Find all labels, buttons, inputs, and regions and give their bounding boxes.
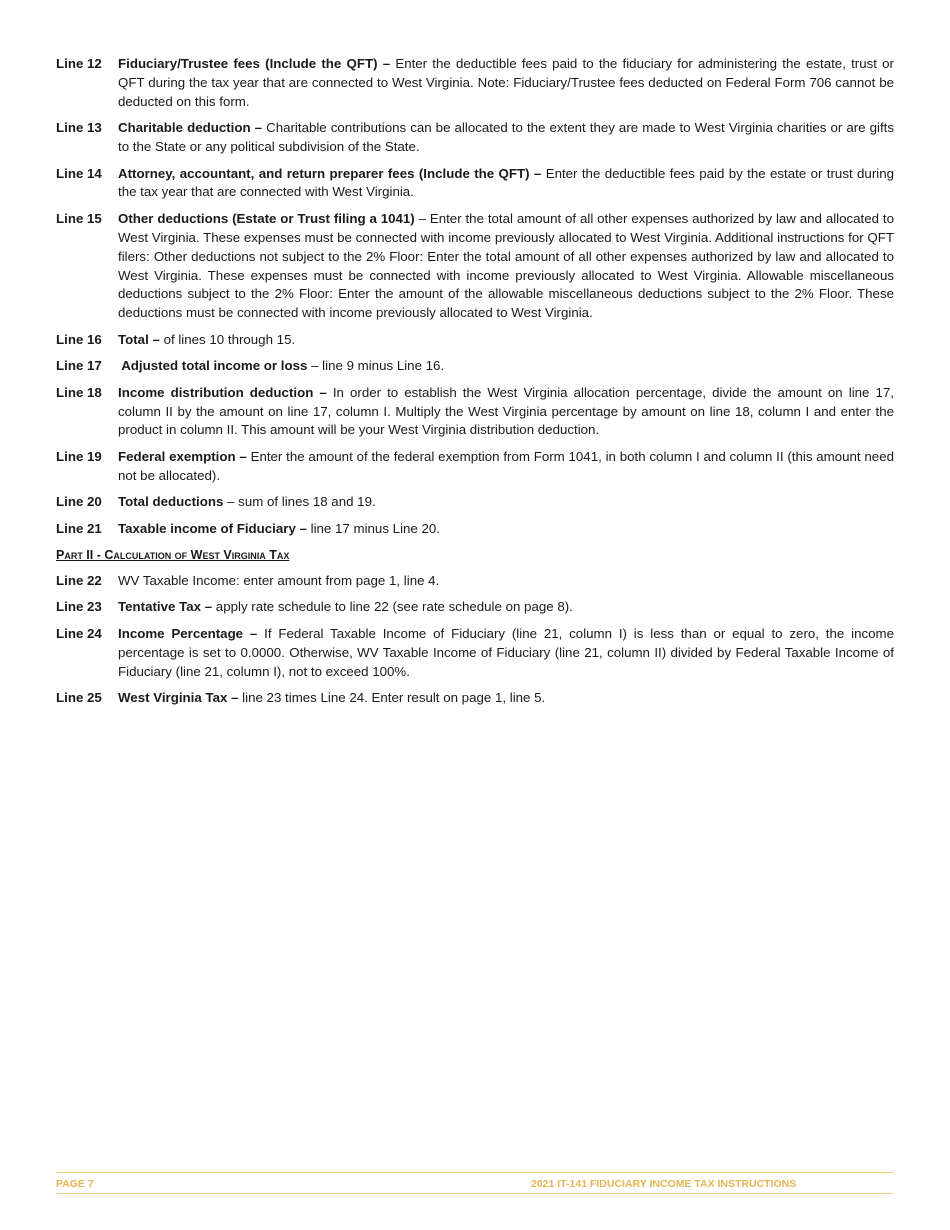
line-entry: [56, 165, 894, 203]
line-number: Line 15: [56, 210, 102, 226]
line-text: – line 9 minus Line 16.: [307, 358, 445, 374]
line-text: If Federal Taxable Income of Fiduciary (line 21, column I) is less than or equal to zero, the income percentage is set to 0.0000. Otherwise, WV Taxable Income of Fiduciary (line 21, column II) divided by Federal Taxable Income of Fiduciary (line 21, column I), not to exceed 100%.: [118, 625, 894, 679]
line-entry: [56, 689, 894, 708]
line-description: [118, 384, 894, 441]
line-text: Enter the amount of the federal exemption from Form 1041, in both column I and column II (this amount need not be allocated).: [118, 448, 894, 483]
line-number: Line 16: [56, 331, 102, 347]
line-entry: [56, 493, 894, 512]
line-text: line 23 times Line 24. Enter result on page 1, line 5.: [238, 689, 546, 705]
line-description: [118, 520, 894, 539]
line-heading: Income distribution deduction –: [118, 384, 327, 400]
line-description: [118, 493, 894, 512]
line-heading: Attorney, accountant, and return preparer fees (Include the QFT) –: [118, 165, 542, 181]
line-number: Line 14: [56, 165, 102, 181]
line-heading: Other deductions (Estate or Trust filing a 1041): [118, 210, 415, 226]
line-entry: [56, 357, 894, 376]
line-heading: Total deductions: [118, 494, 224, 510]
footer-divider-top: [56, 1172, 894, 1173]
line-text: line 17 minus Line 20.: [306, 520, 440, 536]
document-title: 2021 IT-141 FIDUCIARY INCOME TAX INSTRUCTIONS: [531, 1178, 797, 1190]
line-entry: [56, 572, 894, 591]
line-number: Line 24: [56, 625, 102, 641]
line-description: [118, 448, 894, 486]
line-description: [118, 625, 894, 682]
line-entry: [56, 119, 894, 157]
line-number: Line 22: [56, 572, 102, 588]
line-description: [118, 598, 894, 617]
line-description: [118, 572, 894, 591]
line-heading: Fiduciary/Trustee fees (Include the QFT) –: [118, 56, 391, 71]
line-description: [118, 119, 894, 157]
line-entry: [56, 384, 894, 441]
line-number: Line 12: [56, 56, 102, 71]
line-entry: [56, 331, 894, 350]
line-description: [118, 210, 894, 323]
line-entry: [56, 448, 894, 486]
line-heading: Tentative Tax –: [118, 599, 213, 615]
line-text: Enter the deductible fees paid to the fiduciary for administering the estate, trust or QFT during the tax year that are connected to West Virginia. Note: Fiduciary/Trustee fees deducted on Federal Form 706 cannot be deducted on this form.: [118, 56, 894, 109]
line-number: Line 13: [56, 120, 102, 136]
line-number: Line 21: [56, 520, 102, 536]
line-heading: Taxable income of Fiduciary –: [118, 520, 307, 536]
line-number: Line 17: [56, 358, 102, 374]
line-number: Line 18: [56, 384, 102, 400]
line-heading: Adjusted total income or loss: [118, 358, 308, 374]
line-number: Line 23: [56, 599, 102, 615]
line-text: Charitable contributions can be allocated to the extent they are made to West Virginia charities or are gifts to the State or any political subdivision of the State.: [118, 120, 894, 155]
line-heading: Charitable deduction –: [118, 120, 263, 136]
line-text: apply rate schedule to line 22 (see rate schedule on page 8).: [212, 599, 573, 615]
line-entry: [56, 210, 894, 323]
line-number: Line 25: [56, 689, 102, 705]
line-heading: Total –: [118, 331, 160, 347]
line-text: – Enter the total amount of all other expenses authorized by law and allocated to West Virginia. These expenses must be connected with income previously allocated to West Virginia. Additional instructions for QFT filers: Other deductions not subject to the 2% Floor: Enter the total amount of all other expenses authorized by law and allocated to West Virginia. These expenses must be connected with income previously allocated to West Virginia. Allowable miscellaneous deductions subject to the 2% Floor: Enter the amount of the allowable miscellaneous deductions subject to the 2% Floor. These deductions must be connected with income previously allocated to West Virginia.: [118, 210, 894, 321]
line-description: [118, 55, 894, 112]
line-heading: Federal exemption –: [118, 448, 247, 464]
line-entry: [56, 520, 894, 539]
line-text: WV Taxable Income: enter amount from page 1, line 4.: [118, 572, 440, 588]
line-entry: [56, 55, 894, 112]
line-description: [118, 357, 894, 376]
footer-divider-bottom: [56, 1193, 894, 1194]
line-description: [118, 165, 894, 203]
line-description: [118, 689, 894, 708]
line-heading: Income Percentage –: [118, 625, 258, 641]
line-description: [118, 331, 894, 350]
section-heading: Part II - Calculation of West Virginia Tax: [56, 547, 290, 562]
instructions-body: [56, 55, 894, 715]
line-text: – sum of lines 18 and 19.: [223, 494, 376, 510]
page-number: PAGE 7: [56, 1178, 94, 1190]
line-entry: [56, 598, 894, 617]
line-entry: [56, 625, 894, 682]
line-heading: West Virginia Tax –: [118, 689, 239, 705]
line-text: of lines 10 through 15.: [159, 331, 296, 347]
line-text: Enter the deductible fees paid by the estate or trust during the tax year that are connected with West Virginia.: [118, 165, 894, 200]
line-number: Line 19: [56, 448, 102, 464]
line-number: Line 20: [56, 494, 102, 510]
line-text: In order to establish the West Virginia allocation percentage, divide the amount on line 17, column II by the amount on line 17, column I. Multiply the West Virginia percentage by amount on line 18, column I and enter the product in column II. This amount will be your West Virginia distribution deduction.: [118, 384, 894, 438]
